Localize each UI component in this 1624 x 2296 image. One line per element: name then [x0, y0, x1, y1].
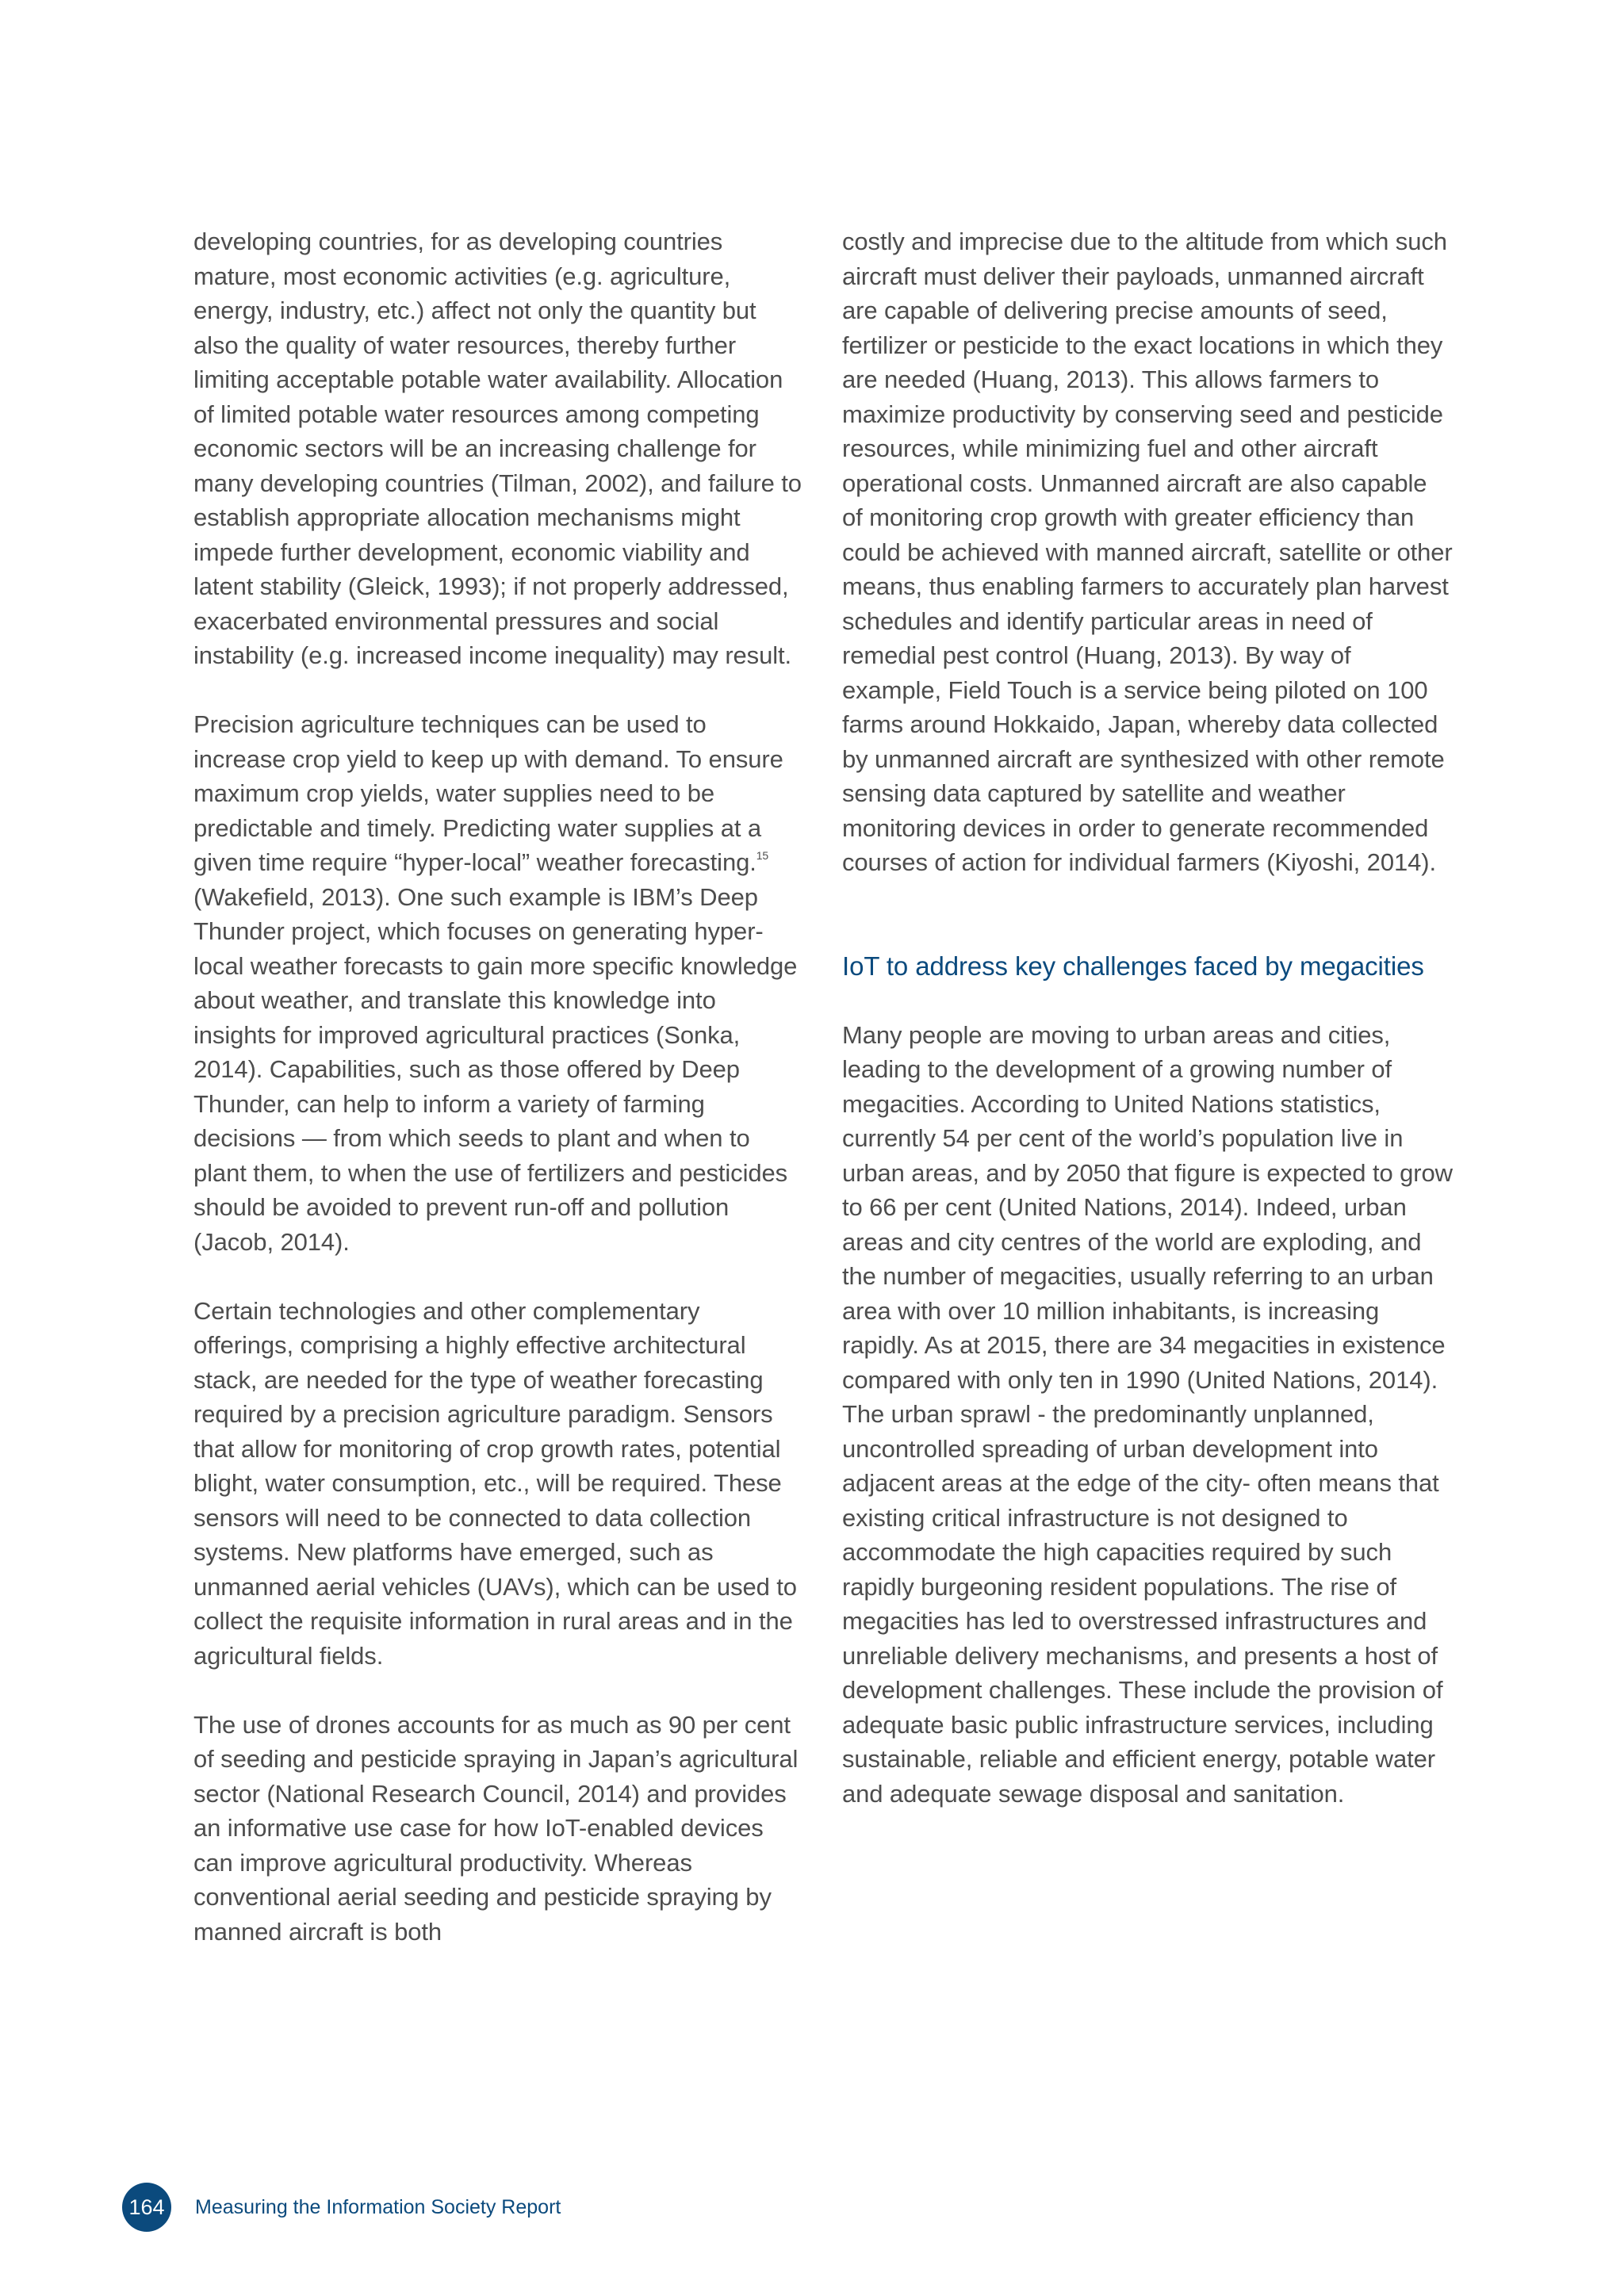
footnote-marker-15[interactable]: 15: [756, 849, 769, 862]
right-column: [842, 224, 1453, 1811]
paragraph-megacities: Many people are moving to urban areas and cities, leading to the development of a growing number of megacities. According to United Nations statistics, currently 54 per cent of the world’s population live in urban areas, and by 2050 that figure is expected to grow to 66 per cent (United Nations, 2014). Indeed, urban areas and city centres of the world are exploding, and the number of megacities, usually referring to an urban area with over 10 million inhabitants, is increasing rapidly. As at 2015, there are 34 megacities in existence compared with only ten in 1990 (United Nations, 2014). The urban sprawl - the predominantly unplanned, uncontrolled spreading of urban development into adjacent areas at the edge of the city- often means that existing critical infrastructure is not designed to accommodate the high capacities required by such rapidly burgeoning resident populations. The rise of megacities has led to overstressed infrastructures and unreliable delivery mechanisms, and presents a host of development challenges. These include the provision of adequate basic public infrastructure services, including sustainable, reliable and efficient energy, potable water and adequate sewage disposal and sanitation.: [842, 1020, 1453, 1808]
paragraph-precision-agriculture: [193, 707, 804, 1259]
paragraph-unmanned-aircraft: costly and imprecise due to the altitude from which such aircraft must deliver their payloads, unmanned aircraft are capable of delivering precise amounts of seed, fertilizer or pesticide to the exact locations in which they are needed (Huang, 2013). This allows farmers to maximize productivity by conserving seed and pesticide resources, while minimizing fuel and other aircraft operational costs. Unmanned aircraft are also capable of monitoring crop growth with greater efficiency than could be achieved with manned aircraft, satellite or other means, thus enabling farmers to accurately plan harvest schedules and identify particular areas in need of remedial pest control (Huang, 2013). By way of example, Field Touch is a service being piloted on 100 farms around Hokkaido, Japan, whereby data collected by unmanned aircraft are synthesized with other remote sensing data captured by satellite and weather monitoring devices in order to generate recommended courses of action for individual farmers (Kiyoshi, 2014).: [842, 228, 1453, 876]
paragraph-precision-agriculture-part2: (Wakefield, 2013). One such example is IBM’s Deep Thunder project, which focuses on generating hyper-local weather forecasts to gain more specific knowledge about weather, and translate this knowledge into insights for improved agricultural practices (Sonka, 2014). Capabilities, such as those offered by Deep Thunder, can help to inform a variety of farming decisions — from which seeds to plant and when to plant them, to when the use of fertilizers and pesticides should be avoided to prevent run-off and pollution (Jacob, 2014).: [193, 882, 798, 1256]
left-column: [193, 224, 804, 1949]
report-title: Measuring the Information Society Report: [195, 2195, 561, 2218]
paragraph-precision-agriculture-part1: Precision agriculture techniques can be used to increase crop yield to keep up with demand. To ensure maximum crop yields, water supplies need to be predictable and timely. Predicting water supplies at a given time require “hyper-local” weather forecasting.: [193, 710, 783, 876]
paragraph-water-resources: developing countries, for as developing countries mature, most economic activities (e.g. agriculture, energy, industry, etc.) affect not only the quantity but also the quality of water resources, thereby further limiting acceptable potable water availability. Allocation of limited potable water resources among competing economic sectors will be an increasing challenge for many developing countries (Tilman, 2002), and failure to establish appropriate allocation mechanisms might impede further development, economic viability and latent stability (Gleick, 1993); if not properly addressed, exacerbated environmental pressures and social instability (e.g. increased income inequality) may result.: [193, 228, 802, 669]
paragraph-technologies: Certain technologies and other complementary offerings, comprising a highly effective architectural stack, are needed for the type of weather forecasting required by a precision agriculture paradigm. Sensors that allow for monitoring of crop growth rates, potential blight, water consumption, etc., will be required. These sensors will need to be connected to data collection systems. New platforms have emerged, such as unmanned aerial vehicles (UAVs), which can be used to collect the requisite information in rural areas and in the agricultural fields.: [193, 1296, 797, 1670]
page-footer: [122, 2183, 561, 2232]
section-heading-megacities: IoT to address key challenges faced by megacities: [842, 951, 1424, 981]
page-number-badge: 164: [122, 2183, 171, 2232]
paragraph-drones: The use of drones accounts for as much as 90 per cent of seeding and pesticide spraying in Japan’s agricultural sector (National Research Council, 2014) and provides an informative use case for how IoT-enabled devices can improve agricultural productivity. Whereas conventional aerial seeding and pesticide spraying by manned aircraft is both: [193, 1710, 799, 1946]
